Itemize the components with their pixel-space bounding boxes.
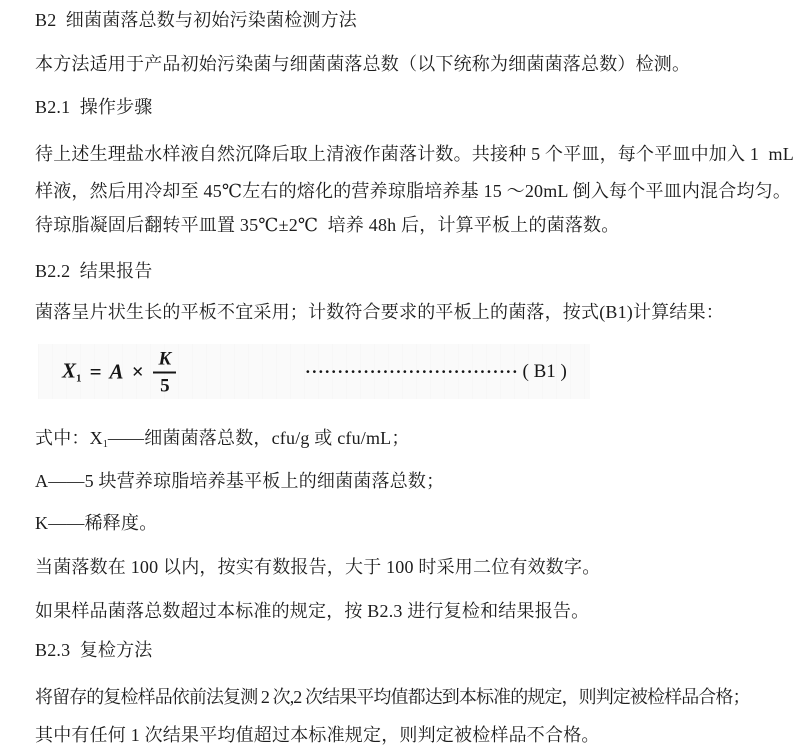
formula-subscript: 1: [76, 372, 82, 385]
paragraph-b22-intro: 菌落呈片状生长的平板不宜采用；计数符合要求的平板上的菌落，按式(B1)计算结果：: [35, 302, 724, 322]
formula-number: ( B1 ): [522, 360, 567, 382]
multiply-sign: ×: [131, 359, 144, 383]
section-heading-b2: B2 细菌菌落总数与初始污染菌检测方法: [35, 10, 358, 30]
paragraph-b21-line3: 待琼脂凝固后翻转平皿置 35℃±2℃ 培养 48h 后，计算平板上的菌落数。: [35, 215, 620, 235]
section-heading-b23: B2.3 复检方法: [35, 640, 153, 660]
formula-b1: [38, 344, 590, 399]
formula-legend-a: A——5 块营养琼脂培养基平板上的细菌菌落总数；: [35, 471, 445, 491]
section-heading-b21: B2.1 操作步骤: [35, 97, 153, 117]
paragraph-retest-rule: 如果样品菌落总数超过本标准的规定，按 B2.3 进行复检和结果报告。: [35, 601, 590, 621]
paragraph-b21-line1: 待上述生理盐水样液自然沉降后取上清液作菌落计数。共接种 5 个平皿，每个平皿中加入 1 mL: [35, 144, 794, 164]
formula-variable-a: A: [109, 359, 124, 383]
formula-expression: [62, 348, 176, 395]
section-heading-b22: B2.2 结果报告: [35, 261, 153, 281]
equals-sign: =: [89, 359, 102, 383]
dotted-leader: ·································: [305, 361, 519, 381]
paragraph-b23-line2: 其中有任何 1 次结果平均值超过本标准规定，则判定被检样品不合格。: [35, 725, 600, 745]
paragraph-b23-line1: 将留存的复检样品依前法复测 2 次,2 次结果平均值都达到本标准的规定，则判定被检样品合格；: [35, 687, 750, 707]
legend-x-subscript: 1: [102, 439, 108, 450]
formula-legend-x: 式中：$X_1——$细菌菌落总数，cfu/g 或 cfu/mL；: [35, 428, 410, 450]
formula-legend-k: K——稀释度。: [35, 513, 158, 533]
paragraph-intro: 本方法适用于产品初始污染菌与细菌菌落总数（以下统称为细菌菌落总数）检测。: [35, 54, 691, 74]
fraction-numerator: K: [153, 348, 176, 373]
paragraph-b21-line2: 样液，然后用冷却至 45℃左右的熔化的营养琼脂培养基 15 ～20mL 倒入每个平皿内混合均匀。: [35, 181, 792, 201]
fraction-denominator: 5: [160, 375, 170, 396]
formula-fraction: [153, 348, 176, 395]
formula-leader: [305, 361, 567, 383]
paragraph-reporting-rule: 当菌落数在 100 以内，按实有数报告，大于 100 时采用二位有效数字。: [35, 557, 601, 577]
formula-variable-x: $X_1$: [62, 358, 82, 385]
